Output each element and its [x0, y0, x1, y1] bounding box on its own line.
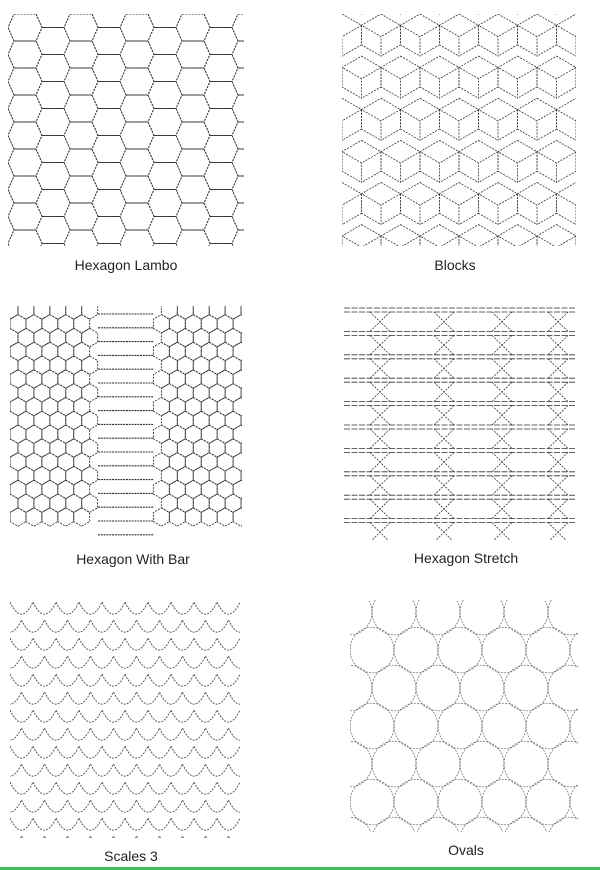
caption-hexagon-with-bar: Hexagon With Bar	[76, 551, 190, 567]
ovals-pattern	[350, 600, 578, 832]
pattern-tile-scales-3	[10, 602, 240, 838]
pattern-tile-hexagon-lambo	[8, 14, 244, 246]
caption-hexagon-lambo: Hexagon Lambo	[74, 257, 178, 273]
pattern-tile-blocks	[342, 14, 576, 246]
caption-scales-3: Scales 3	[104, 848, 158, 864]
scales-3-pattern	[10, 602, 240, 838]
caption-hexagon-stretch: Hexagon Stretch	[413, 550, 519, 566]
caption-ovals: Ovals	[448, 842, 484, 858]
blocks-pattern	[342, 14, 576, 246]
hexagon-with-bar-pattern	[10, 306, 242, 540]
pattern-tile-hexagon-with-bar	[10, 306, 242, 540]
pattern-tile-ovals	[350, 600, 578, 832]
pattern-tile-hexagon-stretch	[344, 306, 576, 540]
hexagon-stretch-pattern	[344, 306, 576, 540]
caption-blocks: Blocks	[434, 257, 476, 273]
hexagon-lambo-pattern	[8, 14, 244, 246]
